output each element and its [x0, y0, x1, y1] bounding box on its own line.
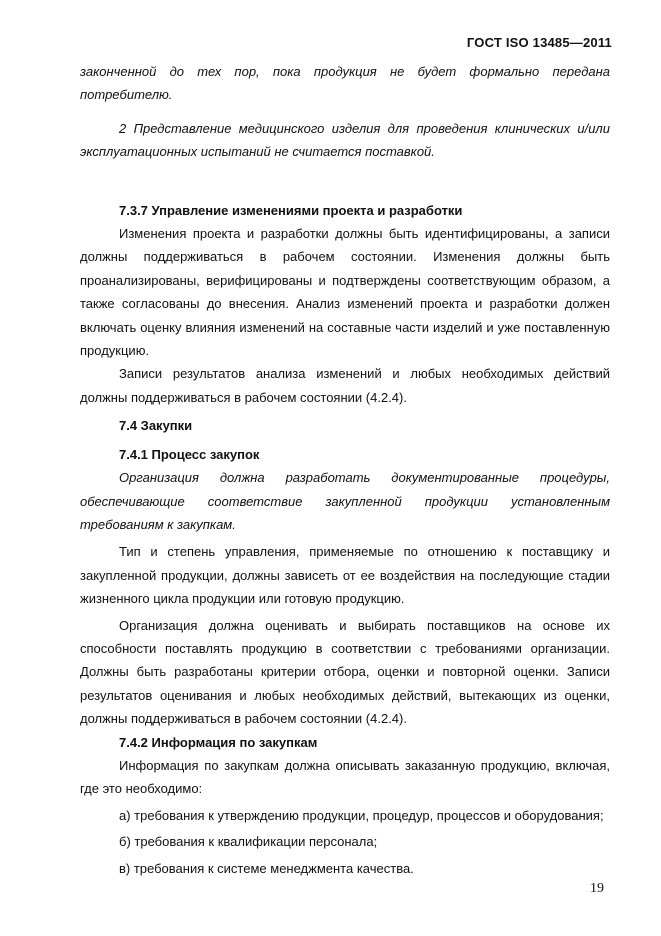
- heading-7-4: 7.4 Закупки: [119, 418, 193, 434]
- paragraph-continuation: законченной до тех пор, пока продукция не будет формально передана потребителю.: [80, 64, 610, 103]
- note-2: 2 Представление медицинского изделия для проведения клинических и/или эксплуатационных испытаний не считается поставкой.: [80, 120, 610, 160]
- heading-7-4-2: 7.4.2 Информация по закупкам: [119, 734, 318, 750]
- paragraph-design-changes: Изменения проекта и разработки должны быть идентифицированы, а записи должны поддерживаться в рабочем состоянии. Изменения должны быть проанализированы, верифицированы и подтверждены соответствующим образом, а также согласованы до внесения. Анализ изменений проекта и разработки должен включать оценку влияния изменений на составные части изделий и уже поставленную продукцию.: [80, 226, 610, 359]
- standard-header: ГОСТ ISO 13485—2011: [466, 35, 612, 50]
- heading-7-3-7: 7.3.7 Управление изменениями проекта и разработки: [119, 202, 463, 218]
- paragraph-procedures: Организация должна разработать документированные процедуры, обеспечивающие соответствие закупленной продукции установленным требованиям к закупкам.: [80, 470, 610, 532]
- page-number: 19: [590, 881, 604, 896]
- list-item-a: а) требования к утверждению продукции, процедур, процессов и оборудования;: [119, 807, 604, 823]
- list-item-c: в) требования к системе менеджмента качества.: [119, 860, 414, 876]
- list-item-b: б) требования к квалификации персонала;: [119, 834, 378, 850]
- heading-7-4-1: 7.4.1 Процесс закупок: [119, 446, 260, 462]
- paragraph-control-type: Тип и степень управления, применяемые по отношению к поставщику и закупленной продукции, должны зависеть от ее воздействия на последующие стадии жизненного цикла продукции или готовую продукцию.: [80, 544, 610, 607]
- page-body: [80, 60, 610, 880]
- paragraph-change-records: Записи результатов анализа изменений и любых необходимых действий должны поддерживаться в рабочем состоянии (4.2.4).: [80, 366, 610, 405]
- paragraph-purchasing-info: Информация по закупкам должна описывать заказанную продукцию, включая, где это необходимо:: [80, 757, 610, 797]
- paragraph-supplier-evaluation: Организация должна оценивать и выбирать поставщиков на основе их способности поставлять продукцию в соответствии с требованиями организации. Должны быть разработаны критерии отбора, оценки и повторной оценки. Записи результатов оценивания и любых необходимых действий, вытекающих из оценки, должны поддерживаться в рабочем состоянии (4.2.4).: [80, 617, 610, 727]
